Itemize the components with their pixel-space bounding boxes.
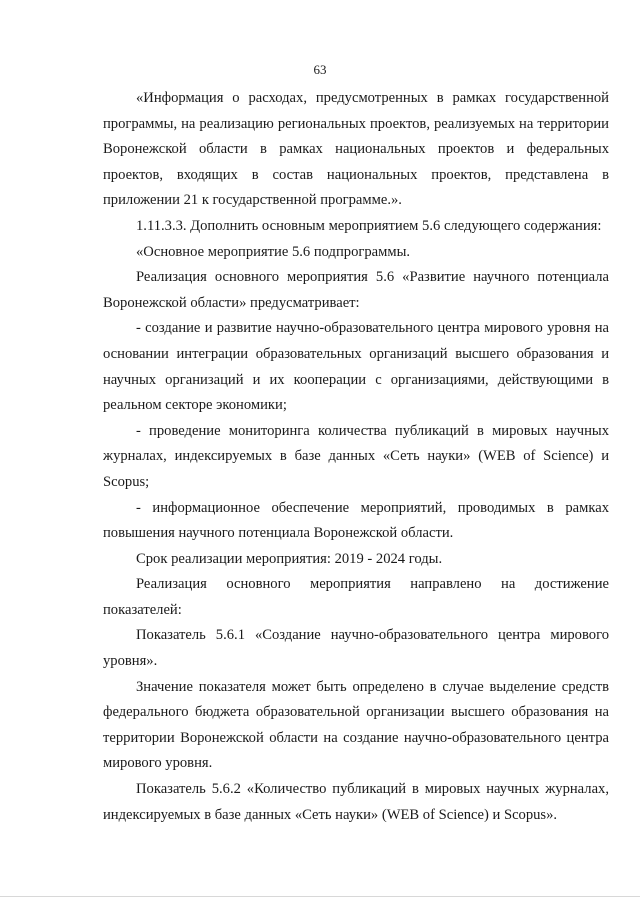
page-number: 63 — [313, 62, 327, 77]
paragraph-main-activity-heading: «Основное мероприятие 5.6 подпрограммы. — [136, 243, 411, 260]
paragraph-activity-intro: Реализация основного мероприятия 5.6 «Развитие научного потенциала Воронежской области» предусматривает: — [103, 269, 609, 311]
paragraph-indicator-5-6-2: Показатель 5.6.2 «Количество публикаций в мировых научных журналах, индексируемых в базе данных «Сеть науки» (WEB of Science) и Scopus». — [103, 781, 609, 823]
paragraph-indicators-intro: Реализация основного мероприятия направлено на достижение показателей: — [103, 576, 609, 618]
page-bottom-edge — [0, 896, 640, 897]
paragraph-amendment: 1.11.3.3. Дополнить основным мероприятием 5.6 следующего содержания: — [136, 217, 602, 234]
list-item-information-support: - информационное обеспечение мероприятий, проводимых в рамках повышения научного потенциала Воронежской области. — [103, 499, 609, 542]
paragraph-expense-info: «Информация о расходах, предусмотренных в рамках государственной программы, на реализацию региональных проектов, реализуемых на территории Воронежской области в рамках национальных проектов и федеральных проектов, входящих в состав национальных проектов, представлена в приложении 21 к государственной программе.». — [103, 90, 609, 209]
document-body — [103, 86, 609, 828]
list-item-research-center: - создание и развитие научно-образовательного центра мирового уровня на основании интеграции образовательных организаций высшего образования и научных организаций и их кооперации с организациями, действующими в реальном секторе экономики; — [103, 320, 609, 414]
paragraph-indicator-value: Значение показателя может быть определено в случае выделение средств федерального бюджета образовательной организации высшего образования на территории Воронежской области на создание научно-образовательного центра мирового уровня. — [103, 678, 609, 772]
list-item-publication-monitoring: - проведение мониторинга количества публикаций в мировых научных журналах, индексируемых в базе данных «Сеть науки» (WEB of Science) и Scopus; — [103, 422, 609, 490]
paragraph-indicator-5-6-1: Показатель 5.6.1 «Создание научно-образовательного центра мирового уровня». — [103, 627, 609, 670]
paragraph-implementation-period: Срок реализации мероприятия: 2019 - 2024 годы. — [136, 550, 443, 567]
